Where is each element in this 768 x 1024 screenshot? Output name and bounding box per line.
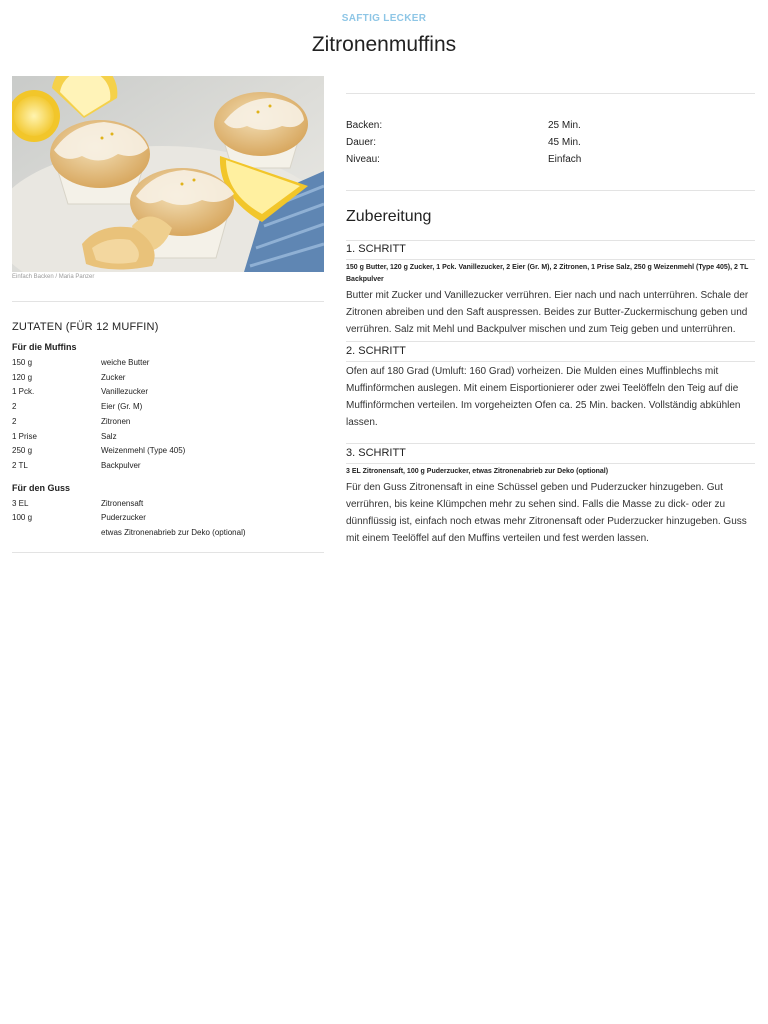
meta-row [346, 118, 755, 135]
ingredient-quantity: 2 [12, 402, 17, 412]
recipe-title: Zitronenmuffins [311, 33, 457, 56]
ingredient-group-title: Für den Guss [12, 482, 71, 493]
step-2 [346, 343, 755, 431]
ingredient-name: weiche Butter [101, 358, 150, 367]
ingredient-group-muffins [12, 342, 324, 474]
recipe-kicker: SAFTIG LECKER [341, 13, 427, 24]
step-divider [346, 259, 755, 260]
ingredient-row [12, 430, 324, 445]
ingredient-row [12, 371, 324, 386]
meta-value: 25 Min. [548, 120, 581, 131]
muffins-image [12, 76, 324, 272]
ingredient-name: etwas Zitronenabrieb zur Deko (optional) [101, 528, 246, 538]
meta-value: Einfach [548, 153, 582, 165]
divider [346, 341, 755, 342]
ingredients-heading: ZUTATEN (FÜR 12 MUFFIN) [12, 321, 159, 333]
ingredient-name: Eier (Gr. M) [101, 402, 143, 412]
step-ingredients: 3 EL Zitronensaft, 100 g Puderzucker, etwas Zitronenabrieb zur Deko (optional) [346, 468, 609, 476]
ingredient-group-title: Für die Muffins [12, 342, 77, 352]
ingredient-quantity: 2 [12, 416, 17, 426]
ingredient-name: Zitronen [101, 416, 131, 426]
divider [346, 443, 755, 444]
photo-credit: Einfach Backen / Maria Panzer [12, 274, 95, 280]
ingredient-quantity: 100 g [12, 513, 33, 523]
ingredient-row [12, 400, 324, 415]
meta-row [346, 135, 755, 152]
step-text: Für den Guss Zitronensaft in eine Schüssel geben und Puderzucker hinzugeben. Gut verrühren, bis keine Klümpchen mehr zu sehen sind. Falls die Masse zu dick- oder zu dünnflüssig ist, einfach noch etwas mehr Zitronensaft oder Puderzucker hinzugeben. Guss mit einem Teelöffel auf den Muffins verteilen und fest werden lassen. [346, 482, 747, 545]
ingredient-group-guss [12, 483, 324, 541]
step-divider [346, 361, 755, 362]
ingredient-row [12, 415, 324, 430]
meta-label: Dauer: [346, 136, 377, 148]
preparation-heading: Zubereitung [346, 208, 432, 226]
ingredient-quantity: 2 TL [12, 460, 28, 470]
divider [12, 552, 324, 553]
divider [12, 301, 324, 302]
divider [346, 93, 755, 94]
ingredient-row [12, 385, 324, 400]
ingredient-row [12, 459, 324, 474]
ingredient-row [12, 444, 324, 459]
ingredient-name: Vanillezucker [101, 387, 148, 397]
ingredient-quantity: 150 g [12, 358, 33, 367]
divider [346, 190, 755, 191]
ingredient-name: Zitronensaft [101, 498, 144, 508]
ingredient-quantity: 3 EL [12, 498, 29, 508]
ingredient-row [12, 511, 324, 526]
ingredient-name: Puderzucker [101, 513, 146, 523]
right-column [346, 93, 755, 547]
ingredient-row [12, 356, 324, 371]
step-ingredients: 150 g Butter, 120 g Zucker, 1 Pck. Vanillezucker, 2 Eier (Gr. M), 2 Zitronen, 1 Prise Salz, 250 g Weizenmehl (Type 405), 2 TL Backpulver [346, 264, 749, 284]
step-title: 2. SCHRITT [346, 345, 406, 358]
ingredient-quantity: 120 g [12, 372, 33, 382]
ingredient-name: Backpulver [101, 460, 141, 470]
ingredient-quantity [12, 526, 101, 541]
ingredient-row [12, 526, 324, 541]
ingredient-row [12, 497, 324, 512]
recipe-photo [12, 76, 324, 272]
recipe-meta [346, 118, 755, 168]
meta-label: Niveau: [346, 153, 380, 165]
step-text: Butter mit Zucker und Vanillezucker verrühren. Eier nach und nach unterrühren. Schale der Zitronen abreiben und den Saft auspressen. Beides zur Butter-Zuckermischung geben und verrühren. Salz mit Mehl und Backpulver mischen und zum Teig geben und unterrühren. [346, 290, 749, 336]
step-title: 3. SCHRITT [346, 447, 406, 460]
step-divider [346, 463, 755, 464]
ingredient-name: Salz [101, 431, 117, 441]
step-title: 1. SCHRITT [346, 243, 406, 256]
left-column [12, 76, 324, 553]
step-1 [346, 241, 755, 338]
step-3 [346, 445, 755, 547]
ingredient-quantity: 1 Pck. [12, 387, 35, 397]
meta-label: Backen: [346, 120, 383, 131]
meta-value: 45 Min. [548, 136, 581, 148]
meta-row [346, 152, 755, 169]
ingredient-name: Zucker [101, 372, 126, 382]
ingredient-quantity: 1 Prise [12, 431, 37, 441]
ingredient-quantity: 250 g [12, 446, 33, 456]
step-text: Ofen auf 180 Grad (Umluft: 160 Grad) vorheizen. Die Mulden eines Muffinblechs mit Muffinförmchen auslegen. Mit einem Eisportionierer oder zwei Teelöffeln den Teig auf die Muffinförmchen verteilen. Im vorgeheizten Ofen ca. 25 Min. backen. Vollständig abkühlen lassen. [346, 366, 741, 429]
ingredient-name: Weizenmehl (Type 405) [101, 446, 186, 456]
